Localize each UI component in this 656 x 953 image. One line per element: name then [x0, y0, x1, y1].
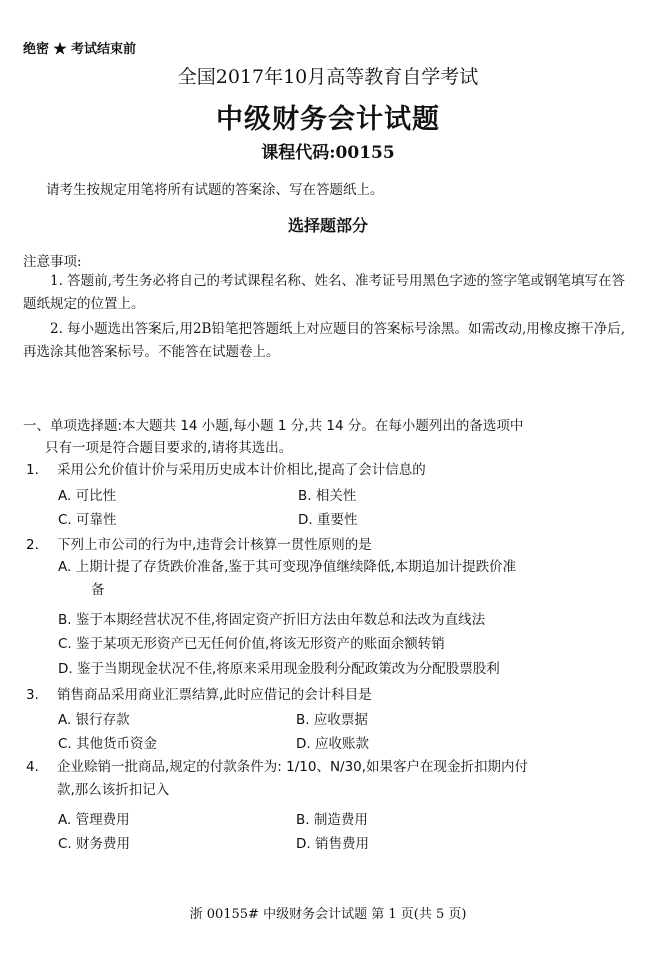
- course-code: 课程代码:00155: [261, 143, 395, 163]
- option-c: C. 财务费用: [58, 836, 131, 852]
- question-1: [26, 458, 636, 478]
- mcq-header-line: 只有一项是符合题目要求的,请将其选出。: [45, 440, 293, 456]
- question-number: 2.: [26, 537, 39, 553]
- question-text: 下列上市公司的行为中,违背会计核算一贯性原则的是: [57, 537, 372, 553]
- option-c: C. 鉴于某项无形资产已无任何价值,将该无形资产的账面余额转销: [58, 636, 445, 652]
- option-b: B. 鉴于本期经营状况不佳,将固定资产折旧方法由年数总和法改为直线法: [58, 612, 486, 628]
- question-4: [26, 756, 626, 802]
- question-number: 3.: [26, 687, 39, 703]
- option-d: D. 应收账款: [296, 736, 369, 752]
- question-number: 1.: [26, 462, 39, 478]
- exam-title: 全国2017年10月高等教育自学考试: [177, 66, 479, 88]
- notes-heading: 注意事项:: [23, 254, 82, 270]
- section-title: 选择题部分: [287, 216, 368, 235]
- mcq-section-header: [23, 415, 638, 459]
- option-a-line: 备: [91, 582, 105, 598]
- paper-title: 中级财务会计试题: [216, 104, 440, 135]
- option-a: [58, 556, 618, 602]
- question-text: 销售商品采用商业汇票结算,此时应借记的会计科目是: [57, 687, 372, 703]
- option-a: A. 可比性: [58, 488, 117, 504]
- option-d: D. 鉴于当期现金状况不佳,将原来采用现金股利分配政策改为分配股票股利: [58, 661, 500, 677]
- note-item: 2. 每小题选出答案后,用2B铅笔把答题纸上对应题目的答案标号涂黑。如需改动,用橡皮擦干净后,再选涂其他答案标号。不能答在试题卷上。: [23, 321, 626, 360]
- confidential-label: 绝密 ★ 考试结束前: [23, 42, 137, 57]
- question-text: 企业赊销一批商品,规定的付款条件为: 1/10、N/30,如果客户在现金折扣期内付: [57, 759, 529, 775]
- question-text: 采用公允价值计价与采用历史成本计价相比,提高了会计信息的: [57, 462, 426, 478]
- option-b: B. 制造费用: [296, 812, 368, 828]
- option-b: B. 相关性: [298, 488, 357, 504]
- option-a-line: A. 上期计提了存货跌价准备,鉴于其可变现净值继续降低,本期追加计提跌价准: [58, 559, 517, 575]
- option-a: A. 管理费用: [58, 812, 130, 828]
- mcq-header-line: 一、单项选择题:本大题共 14 小题,每小题 1 分,共 14 分。在每小题列出的备选项中: [23, 418, 524, 434]
- question-text: 款,那么该折扣记入: [57, 782, 170, 798]
- note-item: 1. 答题前,考生务必将自己的考试课程名称、姓名、准考证号用黑色字迹的签字笔或钢笔填写在答题纸规定的位置上。: [23, 273, 625, 312]
- option-d: D. 重要性: [298, 512, 358, 528]
- option-a: A. 银行存款: [58, 712, 130, 728]
- option-b: B. 应收票据: [296, 712, 368, 728]
- question-number: 4.: [26, 759, 39, 775]
- page-footer: 浙 00155# 中级财务会计试题 第 1 页(共 5 页): [189, 907, 467, 922]
- option-d: D. 销售费用: [296, 836, 369, 852]
- option-c: C. 可靠性: [58, 512, 117, 528]
- question-3: [26, 683, 636, 703]
- question-2: [26, 533, 636, 553]
- answer-instruction: 请考生按规定用笔将所有试题的答案涂、写在答题纸上。: [46, 182, 384, 198]
- option-c: C. 其他货币资金: [58, 736, 158, 752]
